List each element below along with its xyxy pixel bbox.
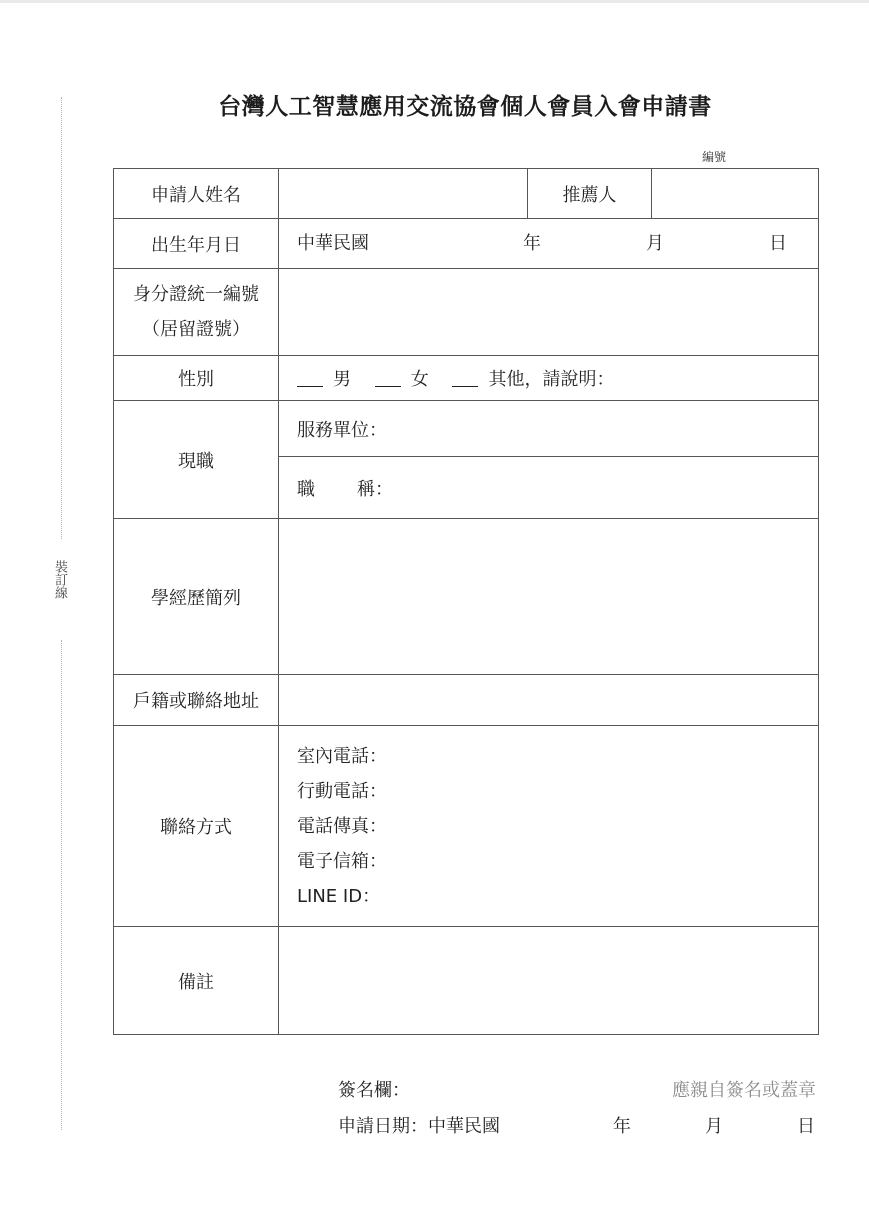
job-title-label-b: 稱： [357,478,393,500]
birth-date-field[interactable] [279,219,819,269]
resume-label: 學經歷簡列 [114,519,279,675]
application-form-table [113,168,819,1035]
binding-line-label: 裝訂線 [52,560,67,599]
contact-line-id-label[interactable]: LINE ID： [297,885,381,907]
birth-month-text: 月 [646,232,664,254]
recommender-field[interactable] [652,169,819,219]
contact-mobile-label[interactable]: 行動電話： [297,780,387,802]
contact-label: 聯絡方式 [114,726,279,927]
row-id-number [114,269,819,356]
gender-male-blank[interactable] [297,372,323,387]
form-title: 台灣人工智慧應用交流協會個人會員入會申請書 [218,94,712,120]
signature-hint: 應親自簽名或蓋章 [672,1080,816,1101]
binding-line-bottom [61,640,62,1130]
gender-field [279,356,819,401]
id-number-label [114,269,279,356]
row-applicant-name [114,169,819,219]
application-date-month: 月 [705,1116,723,1137]
id-number-field[interactable] [279,269,819,356]
signature-label: 簽名欄： [338,1080,410,1101]
birth-year-text: 年 [523,232,541,254]
address-label: 戶籍或聯絡地址 [114,675,279,726]
resume-field[interactable] [279,519,819,675]
application-date-year: 年 [613,1116,631,1137]
contact-field [279,726,819,927]
row-address [114,675,819,726]
address-field[interactable] [279,675,819,726]
employer-label: 服務單位： [297,419,387,441]
serial-number-label: 編號 [702,150,727,164]
application-date-label: 申請日期：中華民國 [338,1116,500,1137]
job-title-label-a: 職 [297,478,315,500]
row-resume [114,519,819,675]
row-remarks [114,927,819,1035]
row-gender [114,356,819,401]
contact-landline-label[interactable]: 室內電話： [297,745,387,767]
employer-field[interactable] [279,401,819,457]
gender-label: 性別 [114,356,279,401]
job-title-field[interactable] [279,457,819,519]
birth-date-label: 出生年月日 [114,219,279,269]
birth-era-text: 中華民國 [297,232,369,254]
remarks-label: 備註 [114,927,279,1035]
birth-day-text: 日 [769,232,787,254]
application-date-day: 日 [797,1116,815,1137]
row-contact [114,726,819,927]
row-birth-date [114,219,819,269]
gender-male-text: 男 [333,369,351,390]
job-label: 現職 [114,401,279,519]
page-top-border [0,0,869,3]
recommender-label: 推薦人 [528,169,652,219]
id-number-label-line2: （居留證號） [142,319,250,340]
gender-female-blank[interactable] [375,372,401,387]
binding-line-top [61,97,62,539]
id-number-label-line1: 身分證統一編號 [133,284,259,305]
row-job-employer [114,401,819,457]
contact-email-label[interactable]: 電子信箱： [297,850,387,872]
gender-other-blank[interactable] [452,372,478,387]
remarks-field[interactable] [279,927,819,1035]
contact-fax-label[interactable]: 電話傳真： [297,815,387,837]
applicant-name-field[interactable] [279,169,528,219]
gender-female-text: 女 [410,369,429,390]
gender-other-text: 其他，請說明： [488,369,615,390]
applicant-name-label: 申請人姓名 [114,169,279,219]
signature-area[interactable] [338,1076,816,1102]
